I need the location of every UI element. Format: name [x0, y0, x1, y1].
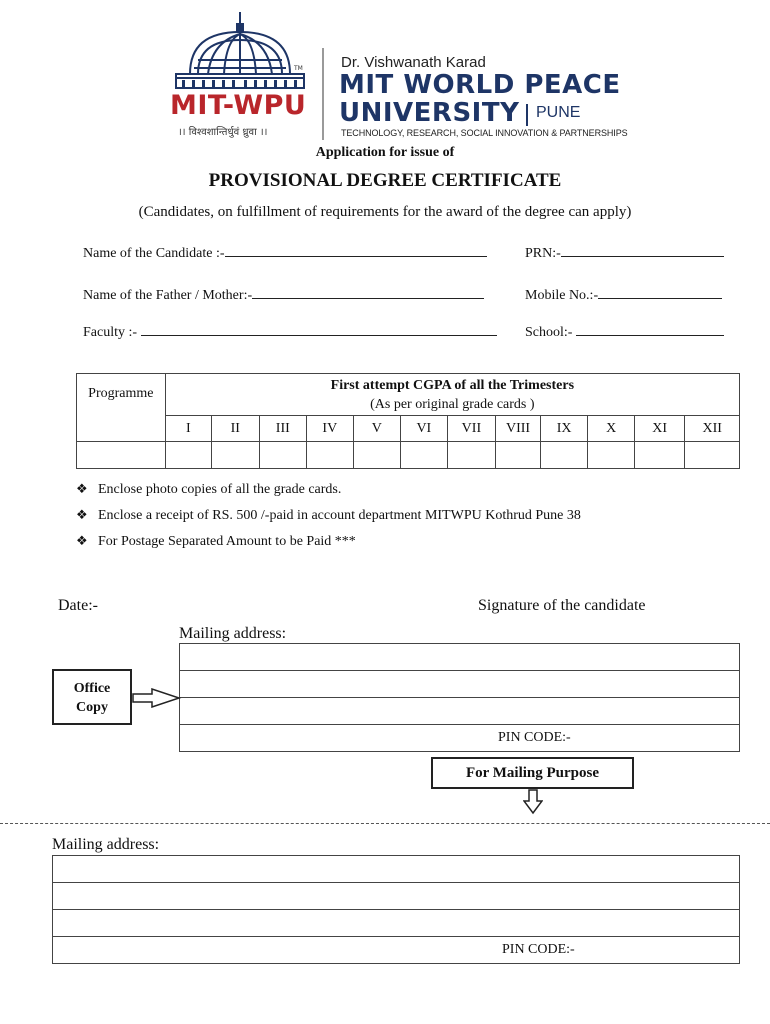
office-address-box[interactable] [179, 643, 740, 752]
parent-name-label: Name of the Father / Mother:- [83, 288, 253, 303]
logo-line2: UNIVERSITY [339, 98, 520, 128]
faculty-line [141, 323, 497, 336]
cgpa-value-cell[interactable] [685, 442, 740, 469]
cgpa-value-cell[interactable] [307, 442, 354, 469]
cgpa-value-cell[interactable] [588, 442, 634, 469]
logo-tagline: TECHNOLOGY, RESEARCH, SOCIAL INNOVATION & PARTNERSHIPS [341, 128, 628, 138]
right-arrow-icon [132, 688, 182, 708]
instruction-text: Enclose a receipt of RS. 500 /-paid in account department MITWPU Kothrud Pune 38 [98, 508, 581, 523]
programme-header: Programme [77, 374, 166, 442]
trimester-header: XI [634, 416, 684, 442]
cgpa-value-cell[interactable] [447, 442, 496, 469]
cgpa-value-cell[interactable] [634, 442, 684, 469]
for-mailing-box: For Mailing Purpose [431, 757, 634, 789]
trimester-header: VII [447, 416, 496, 442]
document-subtitle: (Candidates, on fulfillment of requirements for the award of the degree can apply) [138, 204, 632, 220]
logo-divider [322, 48, 324, 140]
office-copy-line1: Office [73, 681, 111, 696]
candidate-name-label: Name of the Candidate :- [83, 246, 225, 261]
trimester-header: I [165, 416, 211, 442]
trimester-header: VIII [496, 416, 541, 442]
trademark-mark: TM [294, 65, 303, 72]
diamond-bullet-icon: ❖ [76, 482, 88, 497]
prn-line [561, 244, 724, 257]
instruction-text: Enclose photo copies of all the grade cards. [98, 482, 342, 497]
candidate-name-line [225, 244, 487, 257]
instruction-text: For Postage Separated Amount to be Paid *** [98, 534, 356, 549]
logo-subtitle: Dr. Vishwanath Karad [341, 54, 486, 71]
address-line [53, 936, 739, 937]
trimester-header: X [588, 416, 634, 442]
instruction-item [76, 532, 581, 558]
cgpa-subheading: (As per original grade cards ) [370, 396, 535, 412]
diamond-bullet-icon: ❖ [76, 508, 88, 523]
mobile-line [598, 286, 722, 299]
application-for-text: Application for issue of [315, 145, 455, 160]
trimester-header: IX [540, 416, 588, 442]
signature-label: Signature of the candidate [478, 597, 646, 614]
instruction-item [76, 480, 581, 506]
mobile-field[interactable] [525, 286, 722, 304]
cgpa-table [76, 373, 740, 469]
parent-name-line [252, 286, 484, 299]
address-line [53, 882, 739, 883]
address-line [53, 909, 739, 910]
trimester-header: VI [401, 416, 448, 442]
cgpa-value-cell[interactable] [401, 442, 448, 469]
instructions-list [76, 480, 581, 558]
logo-city: PUNE [536, 104, 581, 121]
cut-line [0, 823, 770, 824]
trimester-header: V [353, 416, 400, 442]
prn-field[interactable] [525, 244, 724, 262]
cgpa-heading-cell [165, 374, 739, 416]
cgpa-value-cell[interactable] [496, 442, 541, 469]
cgpa-value-cell[interactable] [353, 442, 400, 469]
diamond-bullet-icon: ❖ [76, 534, 88, 549]
mobile-label: Mobile No.:- [525, 288, 599, 303]
logo-short-name: MIT-WPU [170, 90, 307, 121]
document-title: PROVISIONAL DEGREE CERTIFICATE [208, 170, 562, 191]
prn-label: PRN:- [525, 246, 561, 261]
faculty-field[interactable] [83, 323, 497, 341]
school-field[interactable] [525, 323, 724, 341]
candidate-name-field[interactable] [83, 244, 487, 262]
office-copy-box [52, 669, 132, 725]
logo-line1: MIT WORLD PEACE [339, 70, 621, 100]
programme-input-cell[interactable] [77, 442, 166, 469]
instruction-item [76, 506, 581, 532]
faculty-label: Faculty :- [83, 325, 138, 340]
logo-motto: ।। विश्वशान्तिर्धुवं ध्रुवा ।। [178, 127, 268, 138]
school-line [576, 323, 724, 336]
cgpa-value-cell[interactable] [212, 442, 259, 469]
mailing-address-box[interactable] [52, 855, 740, 964]
mailing-address-label: Mailing address: [179, 625, 287, 642]
logo-city-divider [526, 104, 528, 126]
date-label: Date:- [58, 597, 98, 614]
down-arrow-icon [523, 789, 543, 815]
mailing-address-label-2: Mailing address: [52, 836, 160, 853]
pin-code-label-2: PIN CODE:- [502, 942, 575, 957]
trimester-header: II [212, 416, 259, 442]
cgpa-heading: First attempt CGPA of all the Trimesters [330, 377, 575, 393]
trimester-header: IV [307, 416, 354, 442]
pin-code-label: PIN CODE:- [498, 730, 571, 745]
school-label: School:- [525, 325, 573, 340]
cgpa-value-cell[interactable] [259, 442, 307, 469]
address-line [180, 697, 739, 698]
trimester-header-row [77, 416, 740, 442]
address-line [180, 670, 739, 671]
parent-name-field[interactable] [83, 286, 484, 304]
cgpa-value-cell[interactable] [540, 442, 588, 469]
office-copy-line2: Copy [76, 700, 108, 715]
cgpa-value-row [77, 442, 740, 469]
trimester-header: III [259, 416, 307, 442]
trimester-header: XII [685, 416, 740, 442]
address-line [180, 724, 739, 725]
cgpa-value-cell[interactable] [165, 442, 211, 469]
